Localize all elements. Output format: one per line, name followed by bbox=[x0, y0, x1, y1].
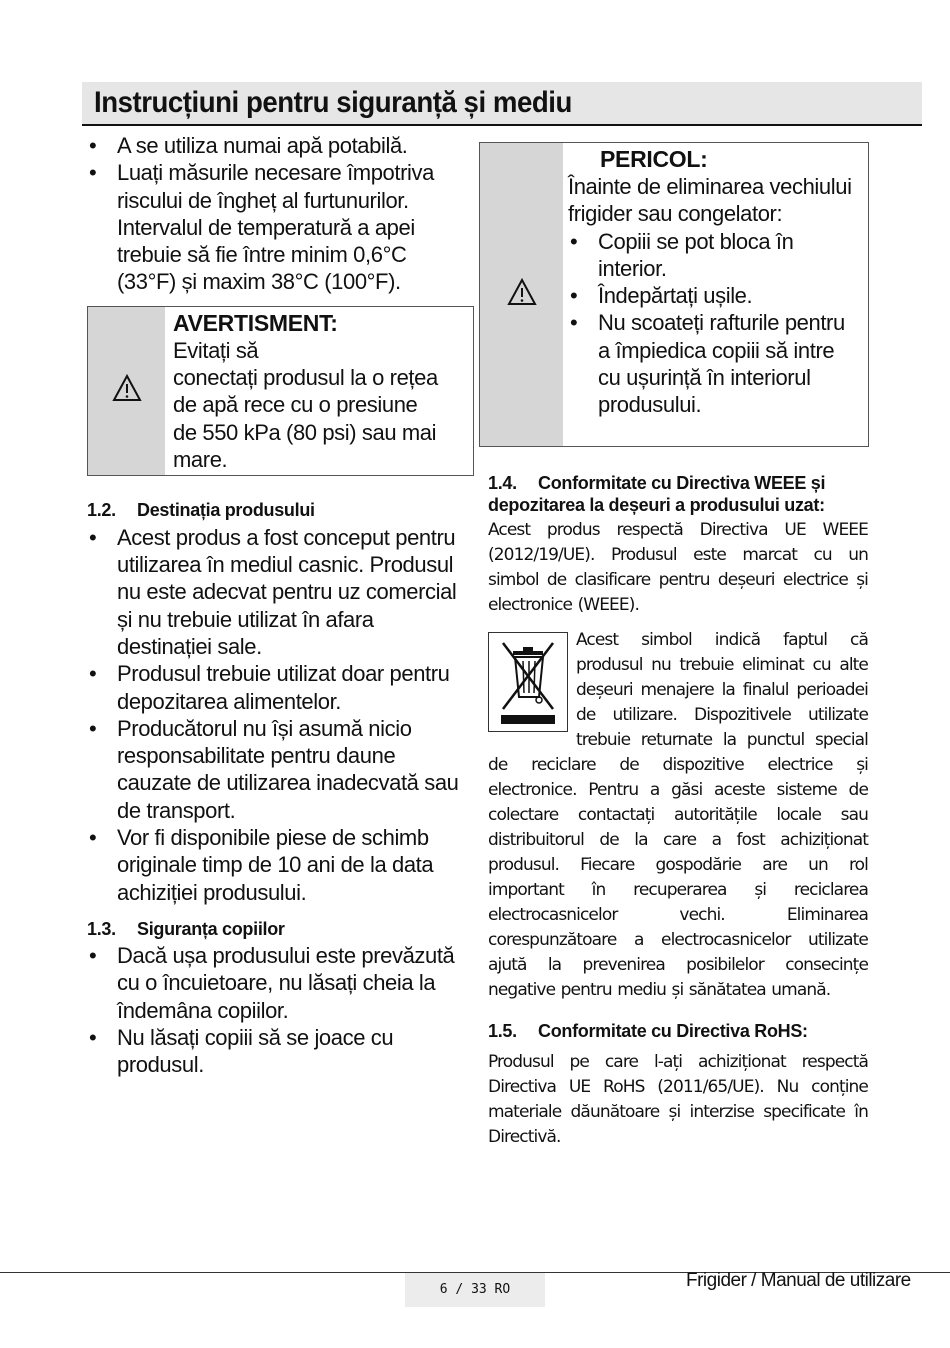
right-text-flow bbox=[488, 472, 868, 1150]
warning-box bbox=[87, 306, 474, 476]
crossed-out-wheelie-bin-icon bbox=[488, 632, 568, 732]
list-item: • Acest produs a fost conceput pentru utilizarea în mediul casnic. Produsul nu este adecvat pentru uz comercial și nu trebuie utilizat în afara destinației sale. bbox=[87, 524, 471, 660]
list-item: • Produsul trebuie utilizat doar pentru depozitarea alimentelor. bbox=[87, 660, 471, 715]
document-title: Frigider / Manual de utilizare bbox=[686, 1270, 911, 1291]
section-heading-1-2: 1.2. Destinația produsului bbox=[87, 499, 315, 520]
danger-box-icon-panel bbox=[480, 143, 563, 446]
weee-block bbox=[488, 628, 868, 1003]
danger-heading: PERICOL: bbox=[600, 146, 708, 172]
warning-line: mare. bbox=[173, 446, 228, 472]
warning-line: de apă rece cu o presiune bbox=[173, 392, 418, 418]
warning-triangle-icon bbox=[507, 278, 537, 311]
danger-box-text bbox=[563, 143, 868, 446]
warning-box-text bbox=[165, 307, 473, 475]
danger-bullet-list bbox=[568, 228, 860, 419]
section-heading-1-5: 1.5. Conformitate cu Directiva RoHS: bbox=[488, 1021, 808, 1041]
section-heading-1-3: 1.3. Siguranța copiilor bbox=[87, 918, 285, 939]
warning-triangle-icon bbox=[112, 374, 142, 407]
intro-bullet-list bbox=[87, 132, 447, 296]
page-title-bar bbox=[82, 82, 922, 126]
rohs-paragraph: Produsul pe care l-ați achiziționat respectă Directiva UE RoHS (2011/65/UE). Nu conține materiale dăunătoare și interzise specificate în Directivă. bbox=[488, 1052, 868, 1147]
page-title: Instrucțiuni pentru siguranță și mediu bbox=[94, 86, 572, 119]
list-item: • Dacă ușa produsului este prevăzută cu o încuietoare, nu lăsați cheia la îndemâna copiilor. bbox=[87, 942, 471, 1024]
weee-symbol-paragraph: Acest simbol indică faptul că produsul nu trebuie eliminat cu alte deșeuri menajere la finalul perioadei de utilizare. Dispozitivele utilizate trebuie returnate la punctul special de reciclare de dispozitive electrice și electronice. Pentru a găsi aceste sisteme de colectare contactați autoritățile locale sau distribuitorul de la care a fost achiziționat produsul. Fiecare gospodărie are un rol important în recuperarea și reciclarea electrocasnicelor vechi. Eliminarea corespunzătoare a electrocasnicelor utilizate ajută la prevenirea posibilelor consecințe negative pentru mediu și sănătatea umană. bbox=[488, 630, 868, 1000]
danger-box bbox=[479, 142, 869, 447]
warning-heading: AVERTISMENT: bbox=[173, 309, 338, 336]
warning-box-icon-panel bbox=[88, 307, 165, 475]
left-column bbox=[87, 132, 471, 1078]
list-item: • Copiii se pot bloca în interior. bbox=[568, 228, 860, 283]
child-safety-bullet-list bbox=[87, 942, 471, 1078]
weee-paragraph: Acest produs respectă Directiva UE WEEE (2012/19/UE). Produsul este marcat cu un simbol de clasificare pentru deșeuri electrice și electronice (WEEE). bbox=[488, 520, 868, 615]
list-item: • Nu lăsați copiii să se joace cu produsul. bbox=[87, 1024, 471, 1079]
warning-line: Evitați să bbox=[173, 337, 259, 363]
list-item: • Luați măsurile necesare împotriva riscului de îngheț al furtunurilor. Intervalul de temperatură a apei trebuie să fie între minim 0,6°C (33°F) și maxim 38°C (100°F). bbox=[87, 159, 447, 295]
page-number: 6 / 33 RO bbox=[405, 1273, 545, 1307]
list-item: • Vor fi disponibile piese de schimb originale timp de 10 ani de la data achiziției produsului. bbox=[87, 824, 471, 906]
right-column bbox=[479, 142, 868, 1150]
list-item: • Îndepărtați ușile. bbox=[568, 282, 860, 309]
section-heading-1-4: 1.4. Conformitate cu Directiva WEEE și depozitarea la deșeuri a produsului uzat: bbox=[488, 473, 826, 515]
list-item: • Producătorul nu își asumă nicio responsabilitate pentru daune cauzate de utilizarea inadecvată sau de transport. bbox=[87, 715, 471, 824]
warning-line: conectați produsul la o rețea bbox=[173, 365, 438, 391]
warning-line: de 550 kPa (80 psi) sau mai bbox=[173, 419, 437, 445]
purpose-bullet-list bbox=[87, 524, 471, 906]
list-item: • Nu scoateți rafturile pentru a împiedica copiii să intre cu ușurință în interiorul produsului. bbox=[568, 309, 860, 418]
list-item: • A se utiliza numai apă potabilă. bbox=[87, 132, 447, 159]
danger-intro: Înainte de eliminarea vechiului frigider sau congelator: bbox=[568, 174, 852, 227]
